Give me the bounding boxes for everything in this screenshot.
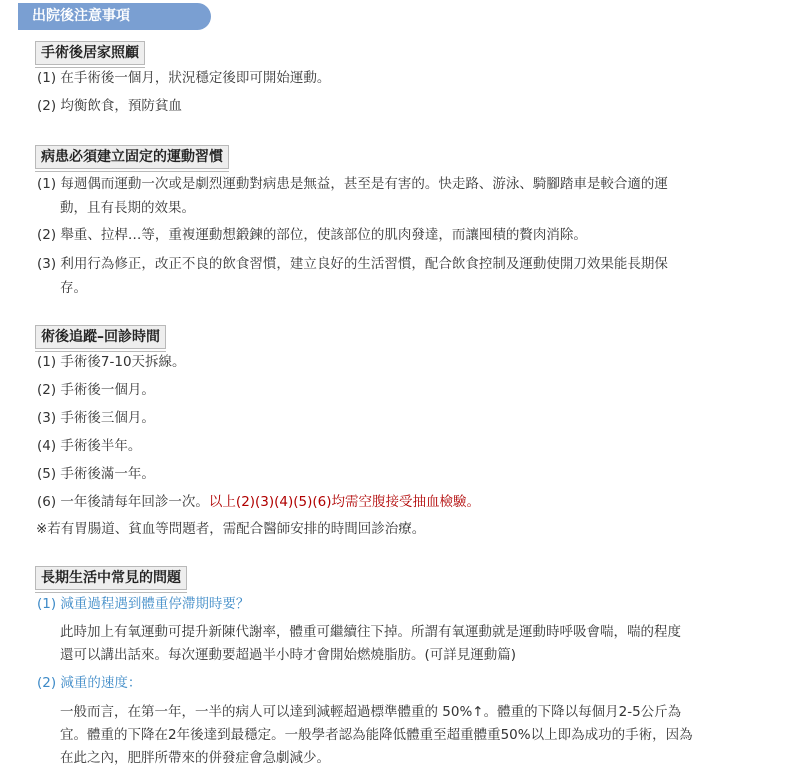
exercise-item-1-cont: 動，且有長期的效果。 [60,200,195,216]
section-title-problems: 長期生活中常見的問題 [35,566,187,590]
answer-1-line-1: 此時加上有氧運動可提升新陳代謝率，體重可繼續往下掉。所謂有氧運動就是運動時呼吸會喘，喘的程度 [60,624,681,640]
section-title-exercise: 病患必須建立固定的運動習慣 [35,145,229,169]
followup-item-3: (3) 手術後三個月。 [37,410,155,426]
exercise-item-3: (3) 利用行為修正，改正不良的飲食習慣，建立良好的生活習慣，配合飲食控制及運動使開刀效果能長期保 [37,256,668,272]
answer-2-line-2: 宜。體重的下降在2年後達到最穩定。一般學者認為能降低體重至超重體重50%以上即為成功的手術，因為 [60,727,693,743]
question-2: (2) 減重的速度： [37,675,142,691]
question-1: (1) 減重過程遇到體重停滯期時要？ [37,596,250,612]
followup-item-4: (4) 手術後半年。 [37,438,142,454]
followup-item-5: (5) 手術後滿一年。 [37,466,155,482]
followup-item-1: (1) 手術後7-10天拆線。 [37,354,186,370]
followup-item-2: (2) 手術後一個月。 [37,382,155,398]
exercise-item-1: (1) 每週偶而運動一次或是劇烈運動對病患是無益，甚至是有害的。快走路、游泳、騎腳踏車是較合適的運 [37,176,668,192]
home-care-item-1: (1) 在手術後一個月，狀況穩定後即可開始運動。 [37,70,331,86]
followup-item-6-text: (6) 一年後請每年回診一次。 [37,494,209,510]
followup-item-6 [37,492,480,512]
followup-note: ※若有胃腸道、貧血等問題者，需配合醫師安排的時間回診治療。 [36,521,426,537]
answer-2-line-1: 一般而言，在第一年，一半的病人可以達到減輕超過標準體重的 50%↑。體重的下降以每個月2-5公斤為 [60,704,682,720]
section-title-home-care: 手術後居家照顧 [35,41,145,65]
answer-2-line-3: 在此之內，肥胖所帶來的併發症會急劇減少。 [60,750,330,766]
home-care-item-2: (2) 均衡飲食，預防貧血 [37,98,182,114]
exercise-item-3-cont: 存。 [60,280,87,296]
section-title-followup: 術後追蹤–回診時間 [35,325,166,349]
answer-1-line-2: 還可以講出話來。每次運動要超過半小時才會開始燃燒脂肪。(可詳見運動篇) [60,647,517,663]
blood-test-warning: 以上(2)(3)(4)(5)(6)均需空腹接受抽血檢驗。 [208,494,481,510]
page-banner: 出院後注意事項 [18,3,211,30]
exercise-item-2: (2) 舉重、拉桿…等，重複運動想鍛鍊的部位，使該部位的肌肉發達，而讓囤積的贅肉消除。 [37,227,587,243]
